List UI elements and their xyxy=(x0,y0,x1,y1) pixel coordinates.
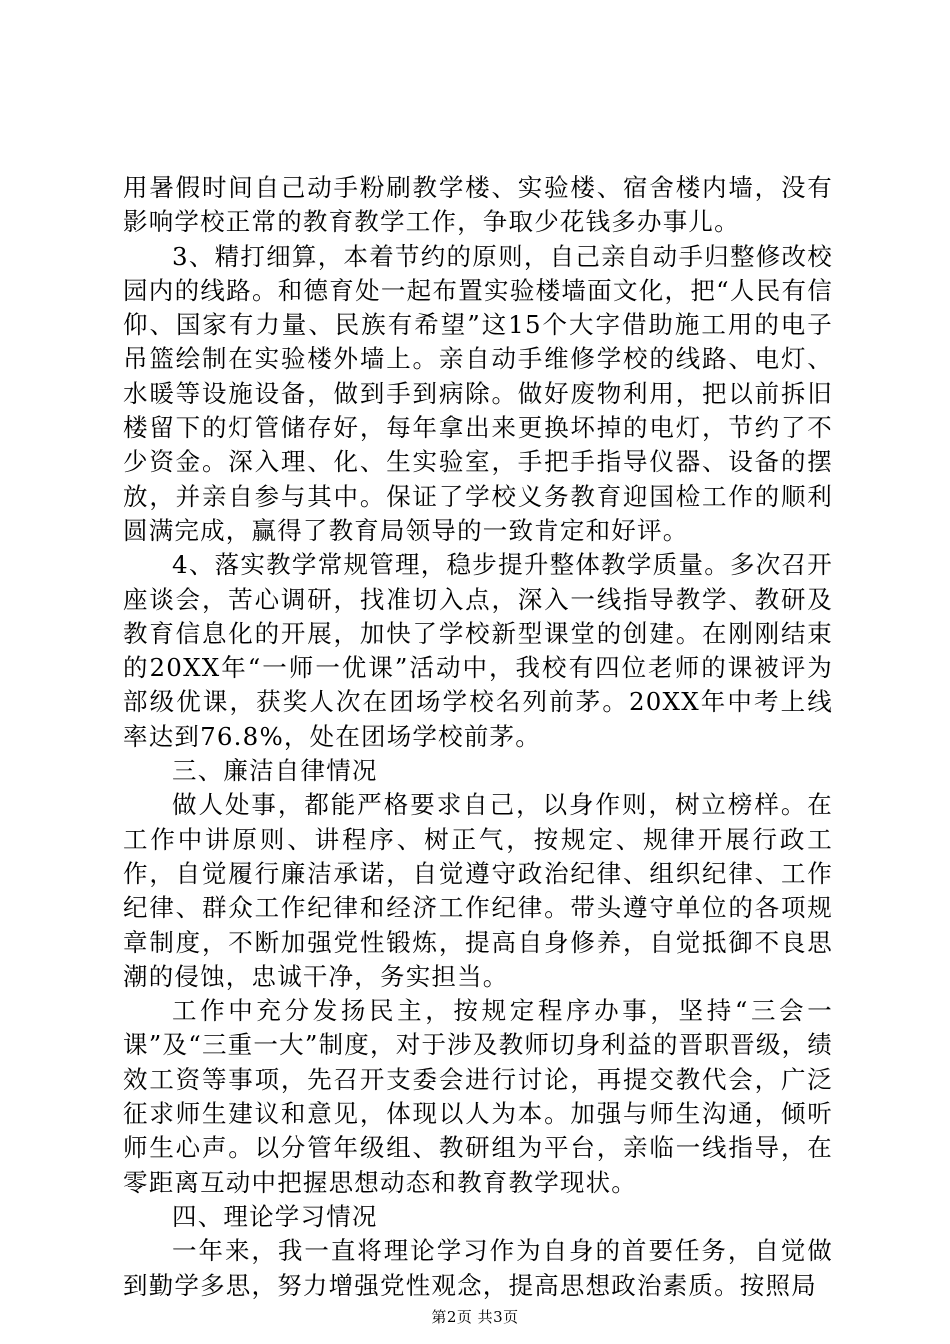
paragraph-item-3: 3、精打细算，本着节约的原则，自己亲自动手归整修改校园内的线路。和德育处一起布置实验楼墙面文化，把“人民有信仰、国家有力量、民族有希望”这15个大字借助施工用的电子吊篮绘制在实验楼外墙上。亲自动手维修学校的线路、电灯、水暖等设施设备，做到手到病除。做好废物利用，把以前拆旧楼留下的灯管储存好，每年拿出来更换坏掉的电灯，节约了不少资金。深入理、化、生实验室，手把手指导仪器、设备的摆放，并亲自参与其中。保证了学校义务教育迎国检工作的顺利圆满完成，赢得了教育局领导的一致肯定和好评。 xyxy=(123,241,833,545)
paragraph-item-4: 4、落实教学常规管理，稳步提升整体教学质量。多次召开座谈会，苦心调研，找准切入点，深入一线指导教学、教研及教育信息化的开展，加快了学校新型课堂的创建。在刚刚结束的20XX年“一师一优课”活动中，我校有四位老师的课被评为部级优课，获奖人次在团场学校名列前茅。20XX年中考上线率达到76.8%，处在团场学校前茅。 xyxy=(123,550,833,751)
paragraph-continuation: 用暑假时间自己动手粉刷教学楼、实验楼、宿舍楼内墙，没有影响学校正常的教育教学工作，争取少花钱多办事儿。 xyxy=(123,173,833,237)
page-footer xyxy=(0,1307,950,1327)
document-body xyxy=(123,171,833,1303)
section-heading-integrity: 三、廉洁自律情况 xyxy=(172,756,378,786)
paragraph-theory-study: 一年来，我一直将理论学习作为自身的首要任务，自觉做到勤学多思，努力增强党性观念，提高思想政治素质。按照局 xyxy=(123,1236,833,1300)
section-heading-theory-study: 四、理论学习情况 xyxy=(172,1201,378,1231)
paragraph-integrity-2: 工作中充分发扬民主，按规定程序办事，坚持“三会一课”及“三重一大”制度，对于涉及教师切身利益的晋职晋级，绩效工资等事项，先召开支委会进行讨论，再提交教代会，广泛征求师生建议和意见，体现以人为本。加强与师生沟通，倾听师生心声。以分管年级组、教研组为平台，亲临一线指导，在零距离互动中把握思想动态和教育教学现状。 xyxy=(123,996,833,1197)
page-number-label: 第2页 共3页 xyxy=(431,1308,519,1326)
paragraph-integrity-1: 做人处事，都能严格要求自己，以身作则，树立榜样。在工作中讲原则、讲程序、树正气，按规定、规律开展行政工作，自觉履行廉洁承诺，自觉遵守政治纪律、组织纪律、工作纪律、群众工作纪律和经济工作纪律。带头遵守单位的各项规章制度，不断加强党性锻炼，提高自身修养，自觉抵御不良思潮的侵蚀，忠诚干净，务实担当。 xyxy=(123,790,833,991)
